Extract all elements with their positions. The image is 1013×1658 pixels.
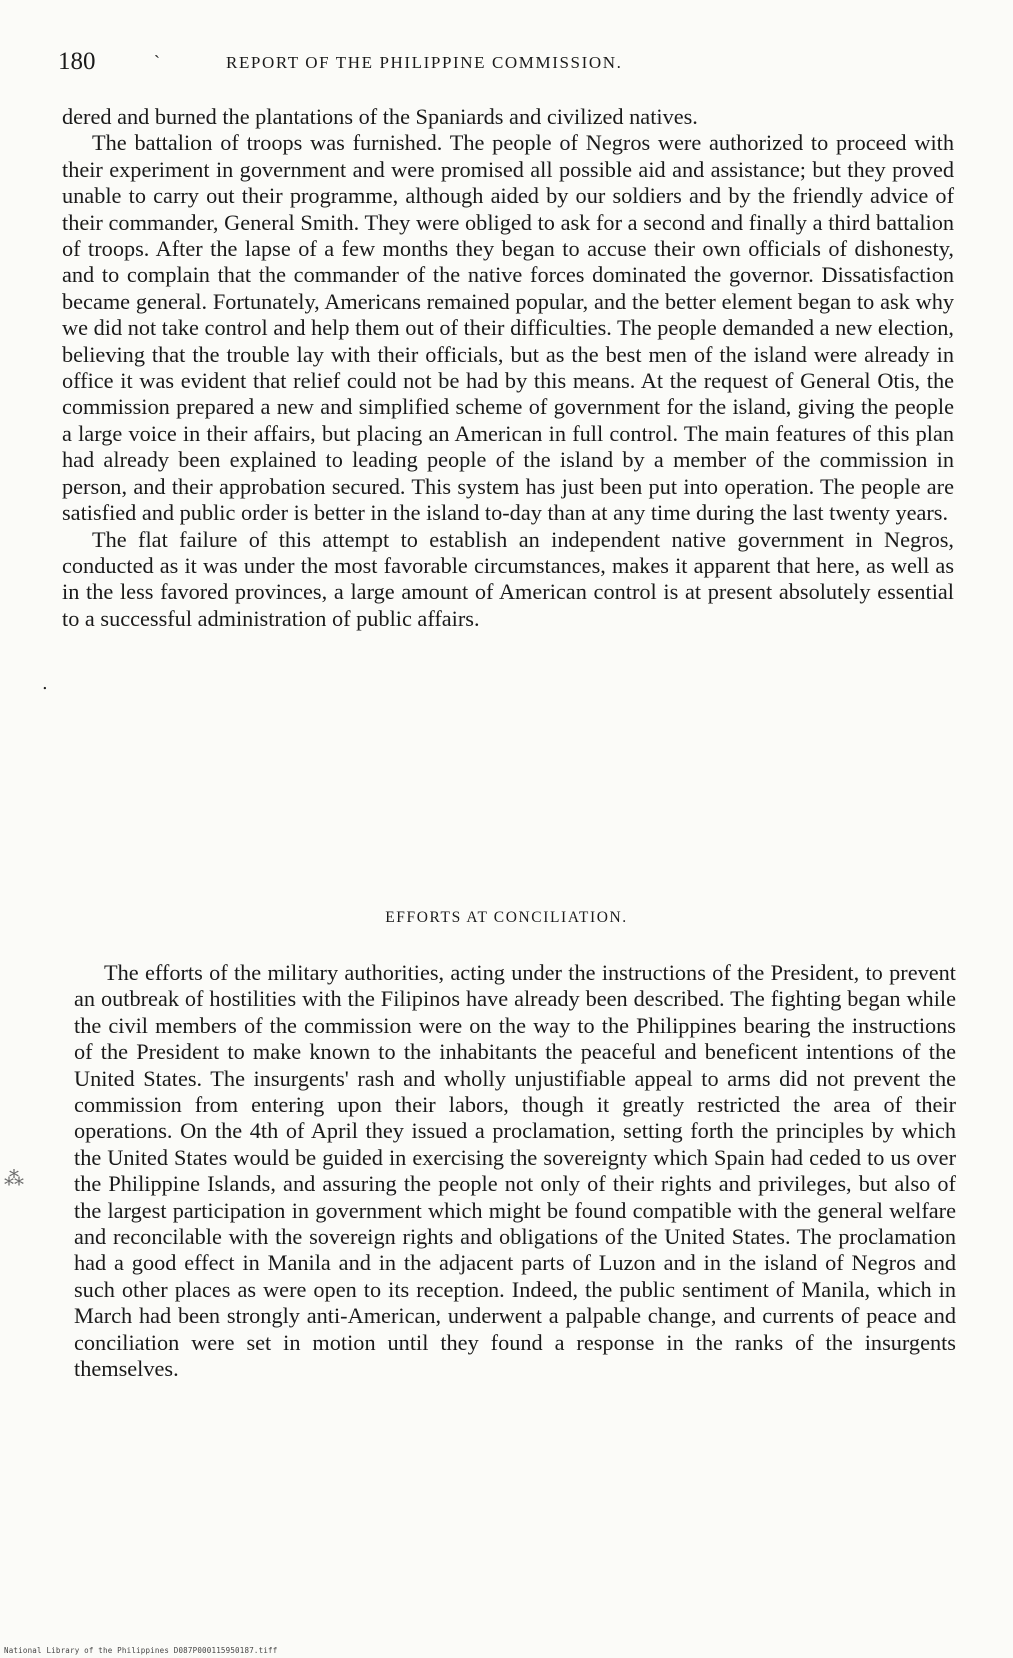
body-text-top [62,104,954,632]
paragraph-conciliation: The efforts of the military authorities, acting under the instructions of the President, to prevent an outbreak of hostilities with the Filipinos have already been described. The fighting began while the civil members of the commission were on the way to the Philippines bearing the instructions of the President to make known to the inhabitants the peaceful and beneficent intentions of the United States. The insurgents' rash and wholly unjustifiable appeal to arms did not prevent the commission from entering upon their labors, though it greatly restricted the area of their operations. On the 4th of April they issued a proclamation, setting forth the principles by which the United States would be guided in exercising the sovereignty which Spain had ceded to us over the Philippine Islands, and assuring the people not only of their rights and privileges, but also of the largest participation in government which might be found compatible with the general welfare and reconcilable with the sovereign rights and obligations of the United States. The proclamation had a good effect in Manila and in the adjacent parts of Luzon and in the island of Negros and such other places as were open to its reception. Indeed, the public sentiment of Manila, which in March had been strongly anti-American, underwent a palpable change, and currents of peace and conciliation were set in motion until they found a response in the ranks of the insurgents themselves. [74,960,956,1382]
paragraph-negros-battalion: The battalion of troops was furnished. The people of Negros were authorized to proceed with their experiment in government and were promised all possible aid and assistance; but they proved unable to carry out their programme, although aided by our soldiers and by the friendly advice of their commander, General Smith. They were obliged to ask for a second and finally a third battalion of troops. After the lapse of a few months they began to accuse their own officials of dishonesty, and to complain that the commander of the native forces dominated the governor. Dissatisfaction became general. Fortunately, Americans remained popular, and the better element began to ask why we did not take control and help them out of their difficulties. The people demanded a new election, believing that the trouble lay with their officials, but as the best men of the island were already in office it was evident that relief could not be had by this means. At the request of General Otis, the commission prepared a new and simplified scheme of government for the island, giving the people a large voice in their affairs, but placing an American in full control. The main features of this plan had already been explained to leading people of the island by a member of the commission in person, and their approbation secured. This system has just been put into operation. The people are satisfied and public order is better in the island to-day than at any time during the last twenty years. [62,130,954,526]
running-title: REPORT OF THE PHILIPPINE COMMISSION. [226,53,623,72]
margin-dot: . [42,673,48,694]
body-text-bottom [74,960,956,1383]
header-mark: ` [154,52,160,72]
margin-side-mark: ⁂ [4,1166,24,1190]
page-header [58,48,958,80]
paragraph-flat-failure: The flat failure of this attempt to establish an independent native government in Negros, conducted as it was under the most favorable circumstances, makes it apparent that here, as well as in the less favored provinces, a large amount of American control is at present absolutely essential to a successful administration of public affairs. [62,526,954,631]
paragraph-continuation: dered and burned the plantations of the Spaniards and civilized natives. [62,104,698,129]
scan-footer: National Library of the Philippines D087P000115950187.tiff [4,1646,278,1655]
section-heading: EFFORTS AT CONCILIATION. [385,909,628,926]
page-number: 180 [58,48,96,75]
